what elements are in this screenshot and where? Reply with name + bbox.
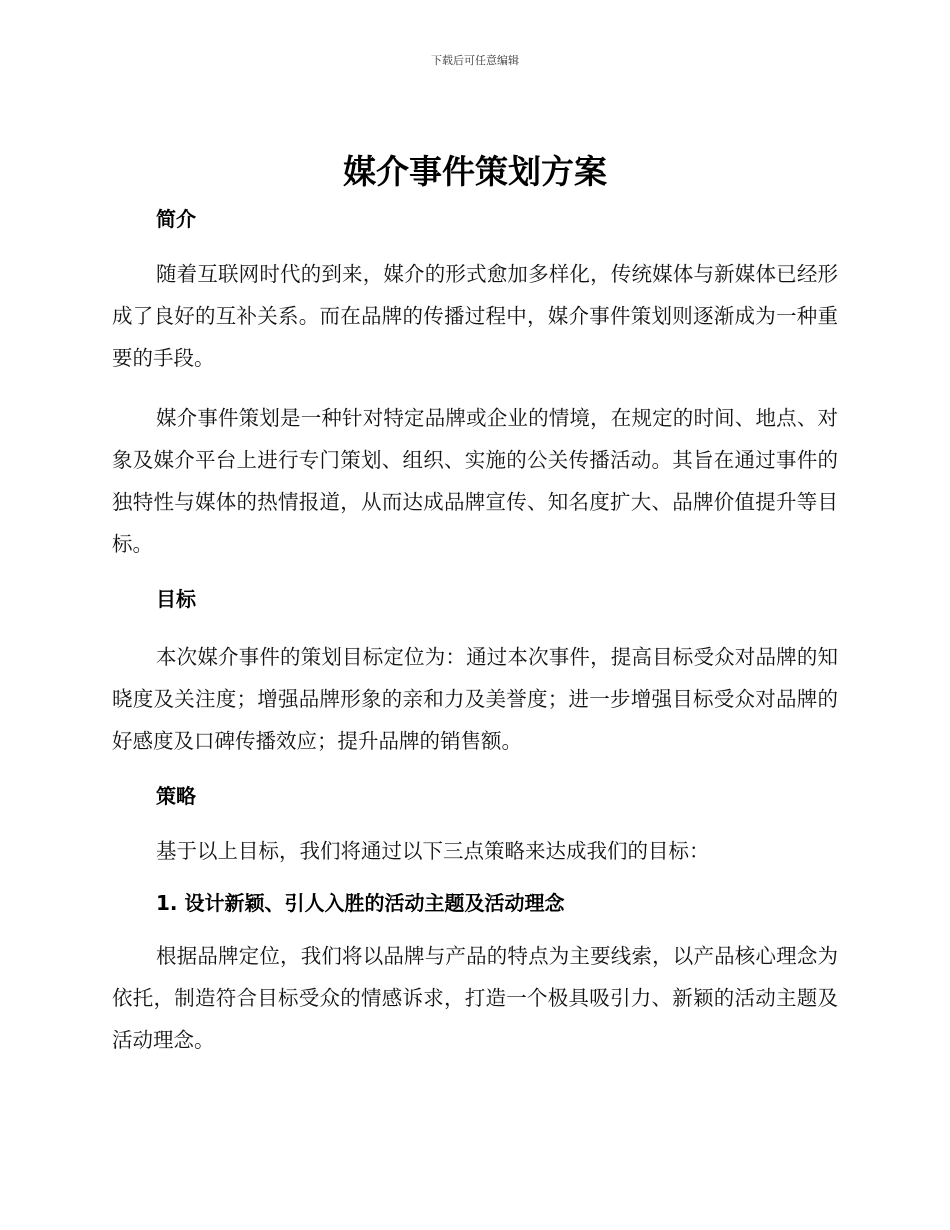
- intro-paragraph-1: 随着互联网时代的到来，媒介的形式愈加多样化，传统媒体与新媒体已经形成了良好的互补关系。而在品牌的传播过程中，媒介事件策划则逐渐成为一种重要的手段。: [112, 262, 838, 370]
- document-title: 媒介事件策划方案: [343, 152, 607, 191]
- strategy-item-heading-1: 1. 设计新颖、引人入胜的活动主题及活动理念: [156, 891, 565, 915]
- strategy-item-paragraph-1: 根据品牌定位，我们将以品牌与产品的特点为主要线索，以产品核心理念为依托，制造符合目标受众的情感诉求，打造一个极具吸引力、新颖的活动主题及活动理念。: [112, 944, 838, 1052]
- document-body: [112, 148, 838, 1061]
- strategy-intro-paragraph: 基于以上目标，我们将通过以下三点策略来达成我们的目标：: [156, 839, 710, 863]
- header-note: 下载后可任意编辑: [431, 54, 519, 67]
- section-heading-intro: 简介: [156, 207, 196, 231]
- section-heading-strategy: 策略: [156, 784, 196, 808]
- section-heading-goal: 目标: [156, 587, 196, 611]
- intro-paragraph-2: 媒介事件策划是一种针对特定品牌或企业的情境，在规定的时间、地点、对象及媒介平台上进行专门策划、组织、实施的公关传播活动。其旨在通过事件的独特性与媒体的热情报道，从而达成品牌宣传、知名度扩大、品牌价值提升等目标。: [112, 406, 838, 556]
- goal-paragraph: 本次媒介事件的策划目标定位为：通过本次事件，提高目标受众对品牌的知晓度及关注度；增强品牌形象的亲和力及美誉度；进一步增强目标受众对品牌的好感度及口碑传播效应；提升品牌的销售额。: [112, 645, 838, 753]
